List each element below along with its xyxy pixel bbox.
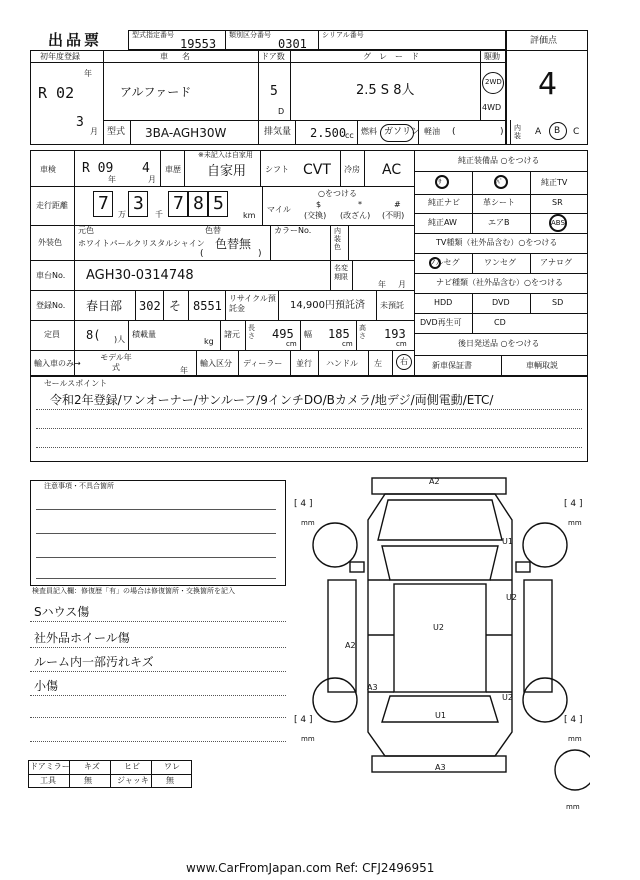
original-color-value: ホワイトパールクリスタルシャイン: [78, 239, 205, 248]
tire-depth-rl: [ 4 ]: [294, 715, 313, 725]
notes-label: 注意事項・不具合箇所: [44, 482, 114, 490]
equip-tv: 純正TV: [541, 178, 568, 187]
load-label: 積載量: [132, 330, 156, 339]
equip-navi: 純正ナビ: [428, 198, 460, 207]
damage-mark-fr-door: U1: [502, 537, 513, 546]
sales-label: セールスポイント: [44, 379, 108, 388]
left-label: 左: [374, 359, 382, 368]
ac-value: AC: [382, 162, 402, 178]
import-type-label: 輸入区分: [200, 359, 232, 368]
tv-header: TV種類（社外品含む）○をつける: [436, 238, 558, 247]
exterior-color-label: 外装色: [38, 238, 62, 247]
damage-mark-rr-wheel: U2: [502, 693, 513, 702]
color-no-label: カラーNo.: [274, 226, 312, 235]
docs-manual: 車輌取説: [526, 361, 558, 370]
usage-note: ※未記入は自家用: [198, 151, 253, 159]
serial-label: シリアル番号: [322, 31, 364, 39]
mileage-digit-1: 7: [98, 193, 109, 214]
displacement-label: 排気量: [264, 127, 292, 137]
car-diagram: [290, 470, 590, 810]
docs-header: 後日発送品 ○をつける: [458, 339, 540, 348]
recycle-label: リサイクル預託金: [229, 294, 276, 313]
tire-depth-fr: [ 4 ]: [564, 499, 583, 509]
note-line-1: Sハウス傷: [34, 605, 90, 619]
equip-sr: SR: [552, 198, 563, 207]
drive-2wd: 2WD: [485, 78, 502, 86]
model-cert-value: 19553: [180, 37, 217, 51]
dims-label: 諸元: [224, 330, 240, 339]
note-line-2: 社外品ホイール傷: [34, 631, 130, 645]
right-label: 右: [400, 357, 408, 366]
footer-reference: www.CarFromJapan.com Ref: CFJ2496951: [186, 861, 435, 875]
recycle-unpaid: 未預託: [380, 301, 404, 310]
shift-label: シフト: [265, 165, 289, 174]
grade-label: グレード: [363, 52, 427, 61]
docs-warranty: 新車保証書: [432, 361, 472, 370]
wheel-front-right: [523, 523, 567, 567]
mileage-digit-2: 3: [133, 193, 144, 214]
tv-oneseg: ワンセグ: [484, 258, 516, 267]
model-year-label: モデル年式: [100, 353, 132, 372]
navi-dvd: DVD: [492, 298, 510, 307]
reg-number: 8551: [193, 299, 222, 313]
note-line-4: 小傷: [34, 679, 59, 693]
genuine-header: 純正装備品 ○をつける: [458, 156, 540, 165]
score-label: 評価点: [530, 36, 558, 46]
recycle-value: 14,900円預託済: [290, 300, 365, 311]
mileage-digit-4: 8: [193, 193, 204, 214]
grade-value: 2.5 S 8人: [356, 83, 415, 98]
height-value: 193: [384, 327, 406, 341]
damage-mark-front: A2: [429, 477, 440, 486]
spare-wheel: [555, 750, 590, 790]
damage-mark-rear-glass: U1: [435, 711, 446, 720]
mileage-digit-5: 5: [213, 193, 224, 214]
score-value: 4: [538, 67, 558, 102]
usage-value: 自家用: [207, 164, 247, 179]
car-name-value: アルファード: [120, 85, 192, 99]
equip-aw: 純正AW: [428, 218, 457, 227]
damage-mark-rear: A3: [435, 763, 446, 772]
color-number-label: 色替: [205, 226, 221, 235]
model-label: 型式: [107, 127, 126, 137]
sales-text: 令和2年登録/ワンオーナー/サンルーフ/9インチDO/Bカメラ/地デジ/両側電動/ETC/: [50, 393, 494, 407]
interior-color-label: 内装色: [334, 227, 341, 251]
height-label: 高さ: [359, 324, 366, 340]
doors-label: ドア数: [261, 52, 285, 61]
fuel-circle: [380, 124, 414, 142]
fuel-label: 燃料: [361, 127, 377, 136]
tire-depth-fl: [ 4 ]: [294, 499, 313, 509]
exchange-label: (交換): [304, 211, 327, 220]
shift-value: CVT: [303, 162, 331, 178]
width-value: 185: [328, 327, 350, 341]
model-cert-label: 型式指定番号: [132, 31, 174, 39]
wheel-front-left: [313, 523, 357, 567]
inspection-month: 4: [142, 161, 150, 176]
note-line-3: ルーム内一部汚れキズ: [34, 655, 154, 669]
interior-label: 内装: [514, 124, 521, 140]
length-label: 長さ: [248, 324, 255, 340]
first-reg-label: 初年度登録: [40, 52, 80, 61]
reg-class: 302: [139, 299, 161, 313]
reg-kana: そ: [169, 299, 182, 313]
category-value: 0301: [278, 37, 307, 51]
inspection-label: 車検: [40, 165, 56, 174]
usage-label: 車歴: [165, 165, 181, 174]
navi-hdd: HDD: [434, 298, 453, 307]
first-reg-era: R 02: [38, 84, 75, 102]
length-value: 495: [272, 327, 294, 341]
equip-abs: ABS: [551, 219, 565, 227]
navi-header: ナビ種類（社外品含む）○をつける: [436, 278, 563, 287]
displacement-value: 2.500: [310, 126, 347, 140]
damage-mark-rl-wheel: A3: [367, 683, 378, 692]
color-change-value: 色替無: [215, 237, 252, 251]
altered-label: (改ざん): [340, 211, 371, 220]
dealer-label: ディーラー: [243, 359, 283, 368]
chassis-label: 車台No.: [36, 271, 66, 280]
mileage-mark-note: ○をつける: [318, 189, 357, 198]
capacity-value: 8(: [86, 328, 101, 342]
tv-fullseg: フルセグ: [428, 258, 460, 267]
drive-label: 駆動: [484, 52, 500, 61]
sales-block: [30, 376, 588, 462]
car-name-label: 車名: [160, 52, 204, 61]
original-color-label: 元色: [78, 226, 94, 235]
import-label: 輸入車のみ→: [34, 359, 81, 368]
mileage-label: 走行距離: [36, 201, 68, 210]
handle-label: ハンドル: [326, 359, 358, 368]
tire-depth-rr: [ 4 ]: [564, 715, 583, 725]
damage-mark-roof: U2: [433, 623, 444, 632]
equip-leather: 革シート: [483, 198, 515, 207]
navi-cd: CD: [494, 318, 506, 327]
diesel-label: 軽油: [424, 127, 440, 136]
navi-sd: SD: [552, 298, 564, 307]
wheel-rear-left: [313, 678, 357, 722]
first-reg-month: 3: [76, 115, 84, 130]
mile-label: マイル: [267, 205, 291, 214]
chassis-value: AGH30-0314748: [86, 268, 194, 283]
model-value: 3BA-AGH30W: [145, 126, 227, 140]
wheel-rear-right: [523, 678, 567, 722]
equip-airbag: エアB: [488, 218, 510, 227]
parallel-label: 並行: [296, 359, 312, 368]
capacity-label: 定員: [44, 330, 60, 339]
width-label: 幅: [304, 330, 312, 339]
fuel-value: ガソリン: [384, 127, 421, 137]
name-change-label: 名変期限: [334, 264, 348, 281]
inspector-label: 検査員記入欄：修復歴「有」の場合は修復箇所・交換箇所を記入: [32, 587, 235, 595]
reg-label: 登録No.: [36, 301, 66, 310]
drive-4wd: 4WD: [482, 103, 502, 112]
mileage-digit-3: 7: [173, 193, 184, 214]
unknown-label: (不明): [382, 211, 405, 220]
damage-mark-l-door: A2: [345, 641, 356, 650]
form-title: 出品票: [48, 31, 103, 49]
tv-analog: アナログ: [540, 258, 572, 267]
navi-dvd-play: DVD再生可: [420, 318, 462, 327]
inspection-value: R 09: [82, 161, 114, 176]
ac-label: 冷房: [344, 165, 360, 174]
doors-value: 5: [270, 84, 278, 99]
reg-area: 春日部: [86, 299, 123, 313]
damage-mark-r-door: U2: [506, 593, 517, 602]
category-label: 類別区分番号: [229, 31, 271, 39]
